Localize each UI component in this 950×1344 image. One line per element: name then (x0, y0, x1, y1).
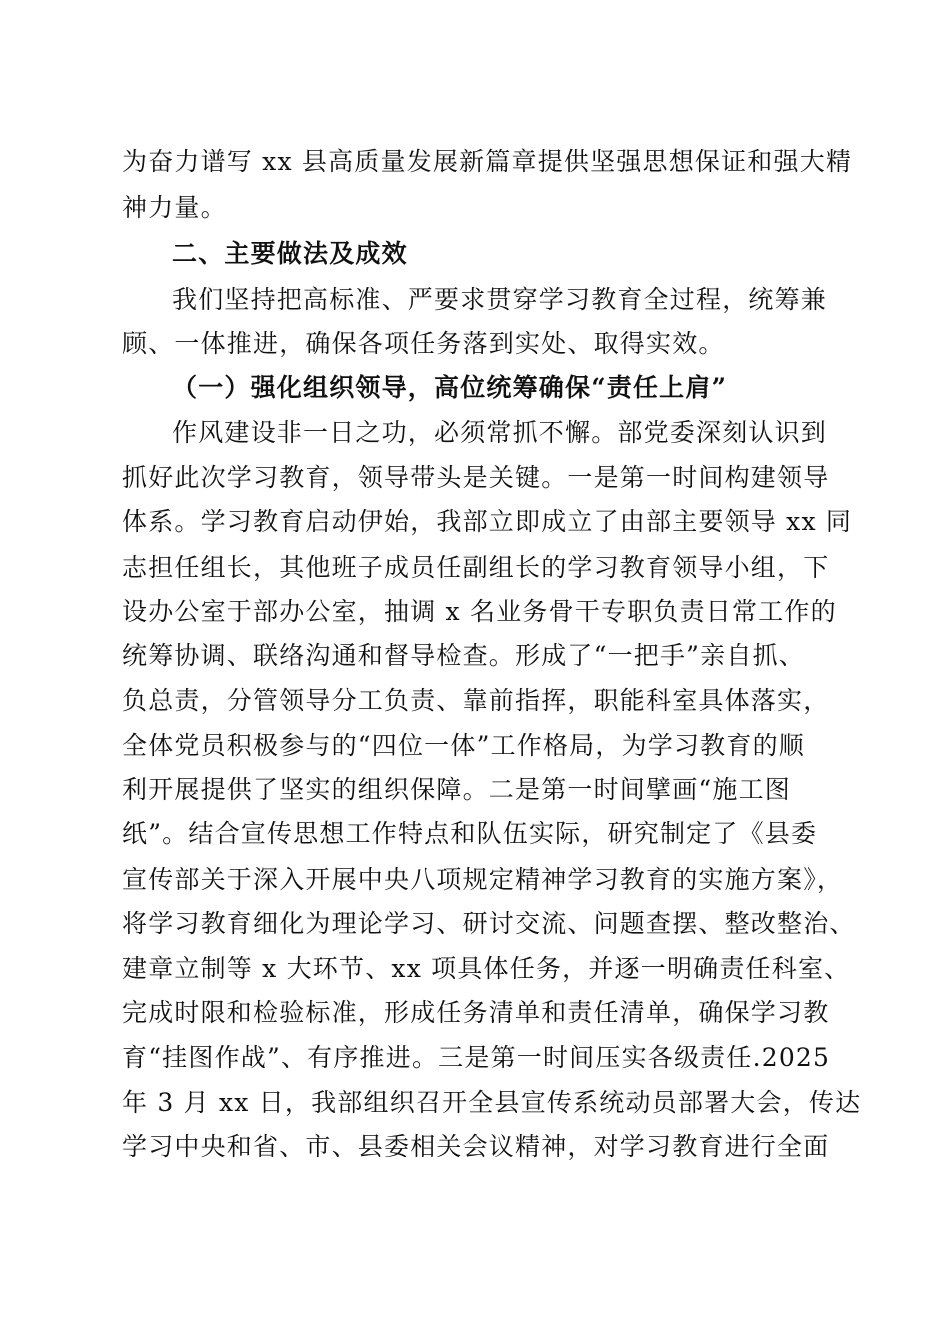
paragraph-line: 年 3 月 xx 日，我部组织召开全县宣传系统动员部署大会，传达 (122, 1088, 862, 1117)
paragraph-line: 统筹协调、联络沟通和督导检查。形成了“一把手”亲自抓、 (122, 641, 805, 670)
paragraph-line: 全体党员积极参与的“四位一体”工作格局，为学习教育的顺 (122, 731, 805, 760)
paragraph-line: 完成时限和检验标准，形成任务清单和责任清单，确保学习教 (122, 998, 830, 1027)
paragraph-line: 我们坚持把高标准、严要求贯穿学习教育全过程，统筹兼 (172, 285, 828, 314)
paragraph-line: 建章立制等 x 大环节、xx 项具体任务，并逐一明确责任科室、 (122, 954, 851, 983)
paragraph-line: 负总责，分管领导分工负责、靠前指挥，职能科室具体落实， (122, 686, 830, 715)
section-heading: 二、主要做法及成效 (172, 239, 408, 268)
paragraph-line: 学习中央和省、市、县委相关会议精神，对学习教育进行全面 (122, 1132, 830, 1161)
paragraph-line: 作风建设非一日之功，必须常抓不懈。部党委深刻认识到 (172, 418, 828, 447)
subsection-heading: （一）强化组织领导，高位统筹确保“责任上肩” (172, 373, 728, 402)
paragraph-line: 神力量。 (122, 193, 227, 222)
paragraph-line: 设办公室于部办公室，抽调 x 名业务骨干专职负责日常工作的 (122, 597, 837, 626)
paragraph-line: 体系。学习教育启动伊始，我部立即成立了由部主要领导 xx 同 (122, 507, 853, 536)
paragraph-line: 利开展提供了坚实的组织保障。二是第一时间擘画“施工图 (122, 775, 791, 804)
paragraph-line: 志担任组长，其他班子成员任副组长的学习教育领导小组，下 (122, 553, 830, 582)
paragraph-line: 抓好此次学习教育，领导带头是关键。一是第一时间构建领导 (122, 463, 830, 492)
paragraph-line: 顾、一体推进，确保各项任务落到实处、取得实效。 (122, 329, 725, 358)
paragraph-line: 将学习教育细化为理论学习、研讨交流、问题查摆、整改整治、 (122, 909, 856, 938)
paragraph-line: 宣传部关于深入开展中央八项规定精神学习教育的实施方案》， (122, 865, 844, 894)
paragraph-line: 纸”。结合宣传思想工作特点和队伍实际，研究制定了《县委 (122, 819, 818, 848)
paragraph-line: 育“挂图作战”、有序推进。三是第一时间压实各级责任.2025 (122, 1043, 831, 1072)
paragraph-line: 为奋力谱写 xx 县高质量发展新篇章提供坚强思想保证和强大精 (122, 147, 853, 176)
